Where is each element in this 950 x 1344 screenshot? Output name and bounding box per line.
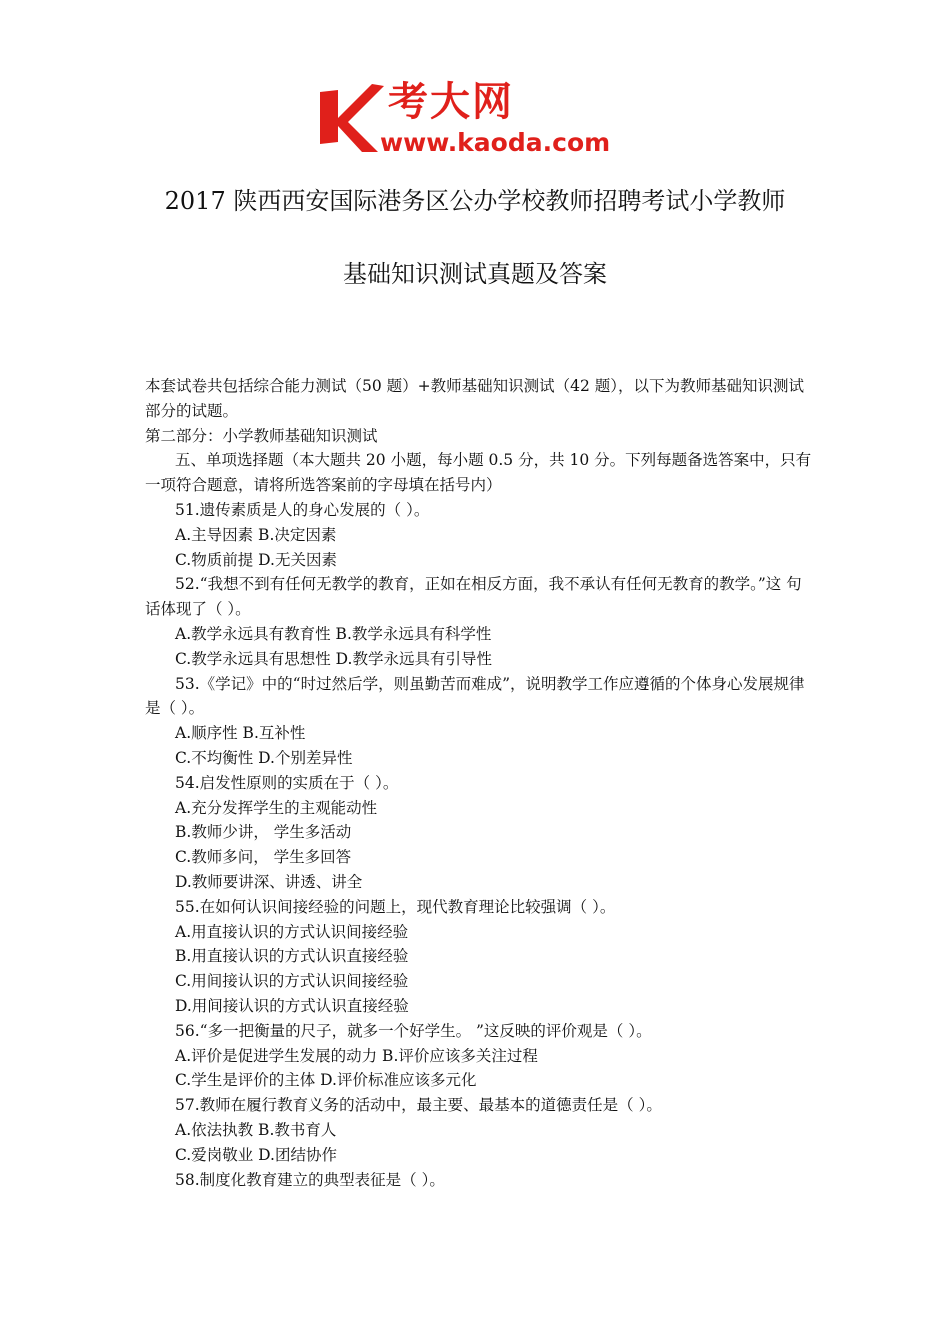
question-option: D.用间接认识的方式认识直接经验 (175, 996, 409, 1015)
question-option: A.用直接认识的方式认识间接经验 (175, 922, 409, 941)
question-option: A.教学永远具有教育性 B.教学永远具有科学性 (175, 624, 492, 643)
question-option: A.主导因素 B.决定因素 (175, 525, 337, 544)
question-option: C.物质前提 D.无关因素 (175, 550, 337, 569)
question-option: C.教学永远具有思想性 D.教学永远具有引导性 (175, 649, 492, 668)
question-stem: 51.遗传素质是人的身心发展的（ ）。 (175, 500, 430, 519)
question-option: A.评价是促进学生发展的动力 B.评价应该多关注过程 (175, 1046, 538, 1065)
k-logo-icon (318, 82, 388, 152)
question-stem: 52.“我想不到有任何无教学的教育，正如在相反方面，我不承认有任何无教育的教学。”这 句话体现了（ ）。 (145, 575, 802, 619)
question-option: B.用直接认识的方式认识直接经验 (175, 947, 409, 966)
question-option: A.顺序性 B.互补性 (175, 724, 306, 743)
logo-url-text: www.kaoda.com (380, 128, 611, 157)
question-option: C.爱岗敬业 D.团结协作 (175, 1145, 337, 1164)
question-stem: 57.教师在履行教育义务的活动中，最主要、最基本的道德责任是（ ）。 (175, 1096, 662, 1115)
question-option: C.用间接认识的方式认识间接经验 (175, 972, 409, 991)
question-option: B.教师少讲， 学生多活动 (175, 823, 352, 842)
section-heading: 五、单项选择题（本大题共 20 小题，每小题 0.5 分，共 10 分。下列每题备选答案中，只有一项符合题意，请将所选答案前的字母填在括号内） (145, 451, 812, 495)
question-option: C.教师多问， 学生多回答 (175, 848, 352, 867)
question-option: A.依法执教 B.教书育人 (175, 1120, 337, 1139)
document-body (145, 374, 813, 1192)
question-stem: 54.启发性原则的实质在于（ ）。 (175, 773, 399, 792)
question-stem: 56.“多一把衡量的尺子，就多一个好学生。 ”这反映的评价观是（ ）。 (175, 1021, 652, 1040)
part-heading: 第二部分：小学教师基础知识测试 (145, 426, 378, 445)
intro-text: 本套试卷共包括综合能力测试（50 题）+教师基础知识测试（42 题），以下为教师基础知识测试部分的试题。 (145, 377, 805, 420)
question-option: A.充分发挥学生的主观能动性 (175, 798, 378, 817)
logo-brand-text: 考大网 (388, 79, 514, 125)
question-stem: 58.制度化教育建立的典型表征是（ ）。 (175, 1170, 445, 1189)
question-stem: 55.在如何认识间接经验的问题上，现代教育理论比较强调（ ）。 (175, 897, 616, 916)
question-stem: 53.《学记》中的“时过然后学，则虽勤苦而难成”，说明教学工作应遵循的个体身心发展规律 是（ ）。 (145, 674, 805, 718)
question-option: C.学生是评价的主体 D.评价标准应该多元化 (175, 1071, 477, 1090)
page-title-line2: 基础知识测试真题及答案 (343, 260, 607, 288)
question-option: D.教师要讲深、讲透、讲全 (175, 872, 363, 891)
page-title-line1: 2017 陕西西安国际港务区公办学校教师招聘考试小学教师 (164, 187, 786, 215)
kaoda-logo (318, 80, 638, 160)
question-option: C.不均衡性 D.个别差异性 (175, 748, 353, 767)
